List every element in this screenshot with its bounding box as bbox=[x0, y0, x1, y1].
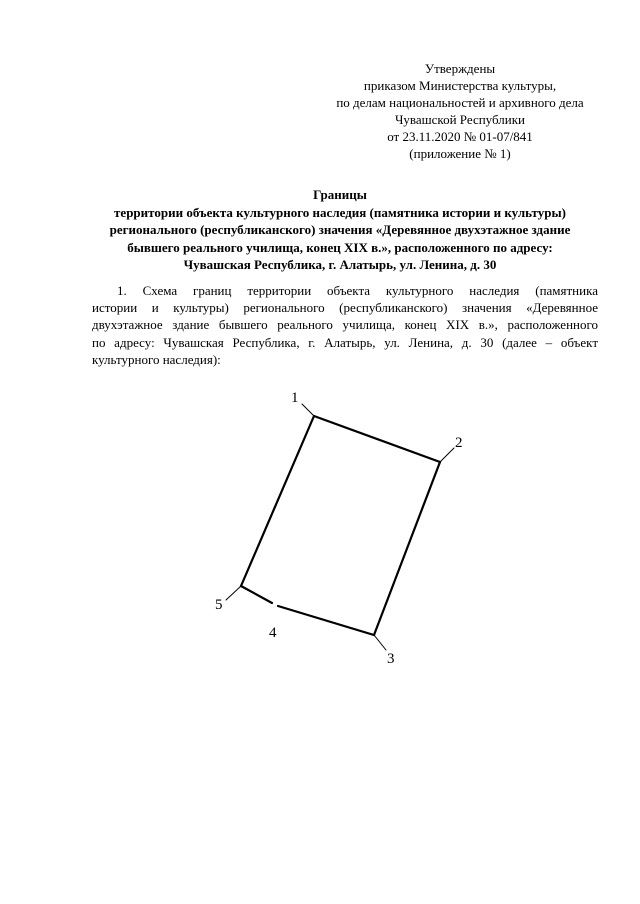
approval-line: приказом Министерства культуры, bbox=[363, 78, 557, 93]
approval-line: от 23.11.2020 № 01-07/841 bbox=[387, 129, 533, 144]
point-label-2: 2 bbox=[455, 435, 463, 451]
leader-line-5 bbox=[226, 586, 241, 600]
title-line: бывшего реального училища, конец XIX в.», расположенного по адресу: bbox=[127, 239, 553, 255]
approval-line: (приложение № 1) bbox=[409, 146, 511, 161]
boundary-segment-4-5 bbox=[241, 586, 272, 603]
approval-line: Утверждены bbox=[424, 61, 496, 76]
point-label-5: 5 bbox=[215, 597, 223, 613]
leader-line-2 bbox=[440, 448, 454, 462]
title-line: территории объекта культурного наследия (памятника истории и культуры) bbox=[114, 204, 566, 220]
boundary-segment-5-1 bbox=[241, 416, 314, 586]
paragraph-line: культурного наследия): bbox=[92, 351, 221, 367]
paragraph-line: по адресу: Чувашская Республика, г. Алатырь, ул. Ленина, д. 30 (далее – объект bbox=[92, 334, 598, 350]
approval-line: Чувашской Республики bbox=[394, 112, 526, 127]
paragraph-line: истории и культуры) регионального (республиканского) значения «Деревянное bbox=[92, 300, 598, 316]
point-label-3: 3 bbox=[387, 651, 395, 667]
point-label-4: 4 bbox=[269, 625, 277, 641]
boundary-segment-3-4 bbox=[278, 606, 374, 635]
title-line: регионального (республиканского) значения «Деревянное двухэтажное здание bbox=[109, 222, 571, 237]
point-label-1: 1 bbox=[291, 390, 299, 406]
approval-line: по делам национальностей и архивного дела bbox=[336, 95, 584, 110]
title-line: Границы bbox=[313, 187, 367, 202]
boundary-segment-1-2 bbox=[314, 416, 440, 462]
title-line: Чувашская Республика, г. Алатырь, ул. Ленина, д. 30 bbox=[183, 257, 497, 272]
paragraph-line: 1. Схема границ территории объекта культурного наследия (памятника bbox=[117, 283, 598, 298]
paragraph-line: двухэтажное здание бывшего реального училища, конец XIX в.», расположенного bbox=[92, 317, 598, 333]
boundary-segment-2-3 bbox=[374, 462, 440, 635]
leader-line-1 bbox=[302, 404, 314, 416]
leader-line-3 bbox=[374, 635, 386, 650]
